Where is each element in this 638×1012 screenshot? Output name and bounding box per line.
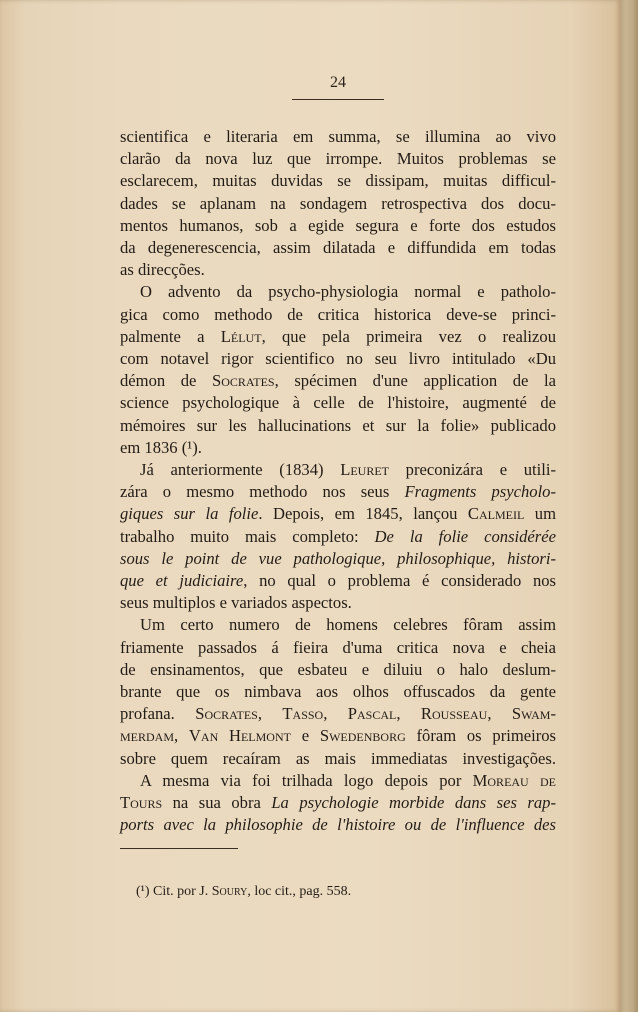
text-line: palmente a Lélut, que pela primeira vez o realizou	[120, 326, 556, 346]
text-line: profana. Socrates, Tasso, Pascal, Rousseau, Swam-	[120, 704, 556, 724]
text-line: clarão da nova luz que irrompe. Muitos problemas se	[120, 149, 556, 169]
text-line: friamente passados á fieira d'uma critica nova e cheia	[120, 637, 556, 657]
text-line: giques sur la folie. Depois, em 1845, lançou Calmeil um	[120, 504, 556, 524]
text-line: merdam, Van Helmont e Swedenborg fôram os primeiros	[120, 726, 556, 746]
text-line: ports avec la philosophie de l'histoire ou de l'influence des	[120, 815, 556, 835]
header-rule	[292, 99, 384, 100]
text-line: brante que os nimbava aos olhos offuscados da gente	[120, 682, 556, 702]
text-line: O advento da psycho-physiologia normal e patholo-	[140, 282, 556, 302]
body-text	[120, 126, 556, 837]
paragraph-3	[120, 459, 556, 614]
text-line: que et judiciaire, no qual o problema é considerado nos	[120, 571, 557, 591]
text-line: dades se aplanam na sondagem retrospectiva dos docu-	[120, 193, 556, 213]
text-line: trabalho muito mais completo: De la folie considérée	[120, 526, 556, 546]
text-line: sobre quem recaíram as mais immediatas investigações.	[120, 748, 556, 768]
text-line: Tours na sua obra La psychologie morbide dans ses rap-	[120, 793, 556, 813]
paragraph-1	[120, 126, 556, 281]
text-line: Já anteriormente (1834) Leuret preconizára e utili-	[140, 460, 556, 480]
page-number: 24	[330, 74, 346, 91]
text-line: Um certo numero de homens celebres fôram assim	[140, 615, 556, 635]
text-line: sous le point de vue pathologique, philosophique, histori-	[120, 548, 556, 568]
text-line: as direcções.	[120, 260, 205, 280]
paragraph-5	[120, 770, 556, 837]
text-line: em 1836 (¹).	[120, 437, 202, 457]
page-edge	[620, 0, 638, 1012]
text-line: mémoires sur les hallucinations et sur la folie» publicado	[120, 415, 556, 435]
text-line: scientifica e literaria em summa, se illumina ao vivo	[120, 127, 556, 146]
footnote: (¹) Cit. por J. Soury, loc cit., pag. 558.	[136, 884, 352, 899]
text-line: da degenerescencia, assim dilatada e diffundida em todas	[120, 238, 556, 258]
text-line: science psychologique à celle de l'histoire, augmenté de	[120, 393, 556, 413]
text-line: seus multiplos e variados aspectos.	[120, 593, 352, 613]
text-line: com notavel rigor scientifico no seu livro intitulado «Du	[120, 349, 556, 369]
text-line: esclarecem, muitas duvidas se dissipam, muitas difficul-	[120, 171, 556, 191]
paragraph-2	[120, 281, 556, 459]
paragraph-4	[120, 614, 556, 769]
text-line: démon de Socrates, spécimen d'une application de la	[120, 371, 556, 391]
text-line: de ensinamentos, que esbateu e diluiu o halo deslum-	[120, 659, 556, 679]
text-line: mentos humanos, sob a egide segura e forte dos estudos	[120, 215, 556, 235]
text-line: gica como methodo de critica historica deve-se princi-	[120, 304, 556, 324]
footnote-rule	[120, 848, 238, 849]
text-line: zára o mesmo methodo nos seus Fragments psycholo-	[120, 482, 556, 502]
text-line: A mesma via foi trilhada logo depois por Moreau de	[140, 770, 557, 790]
